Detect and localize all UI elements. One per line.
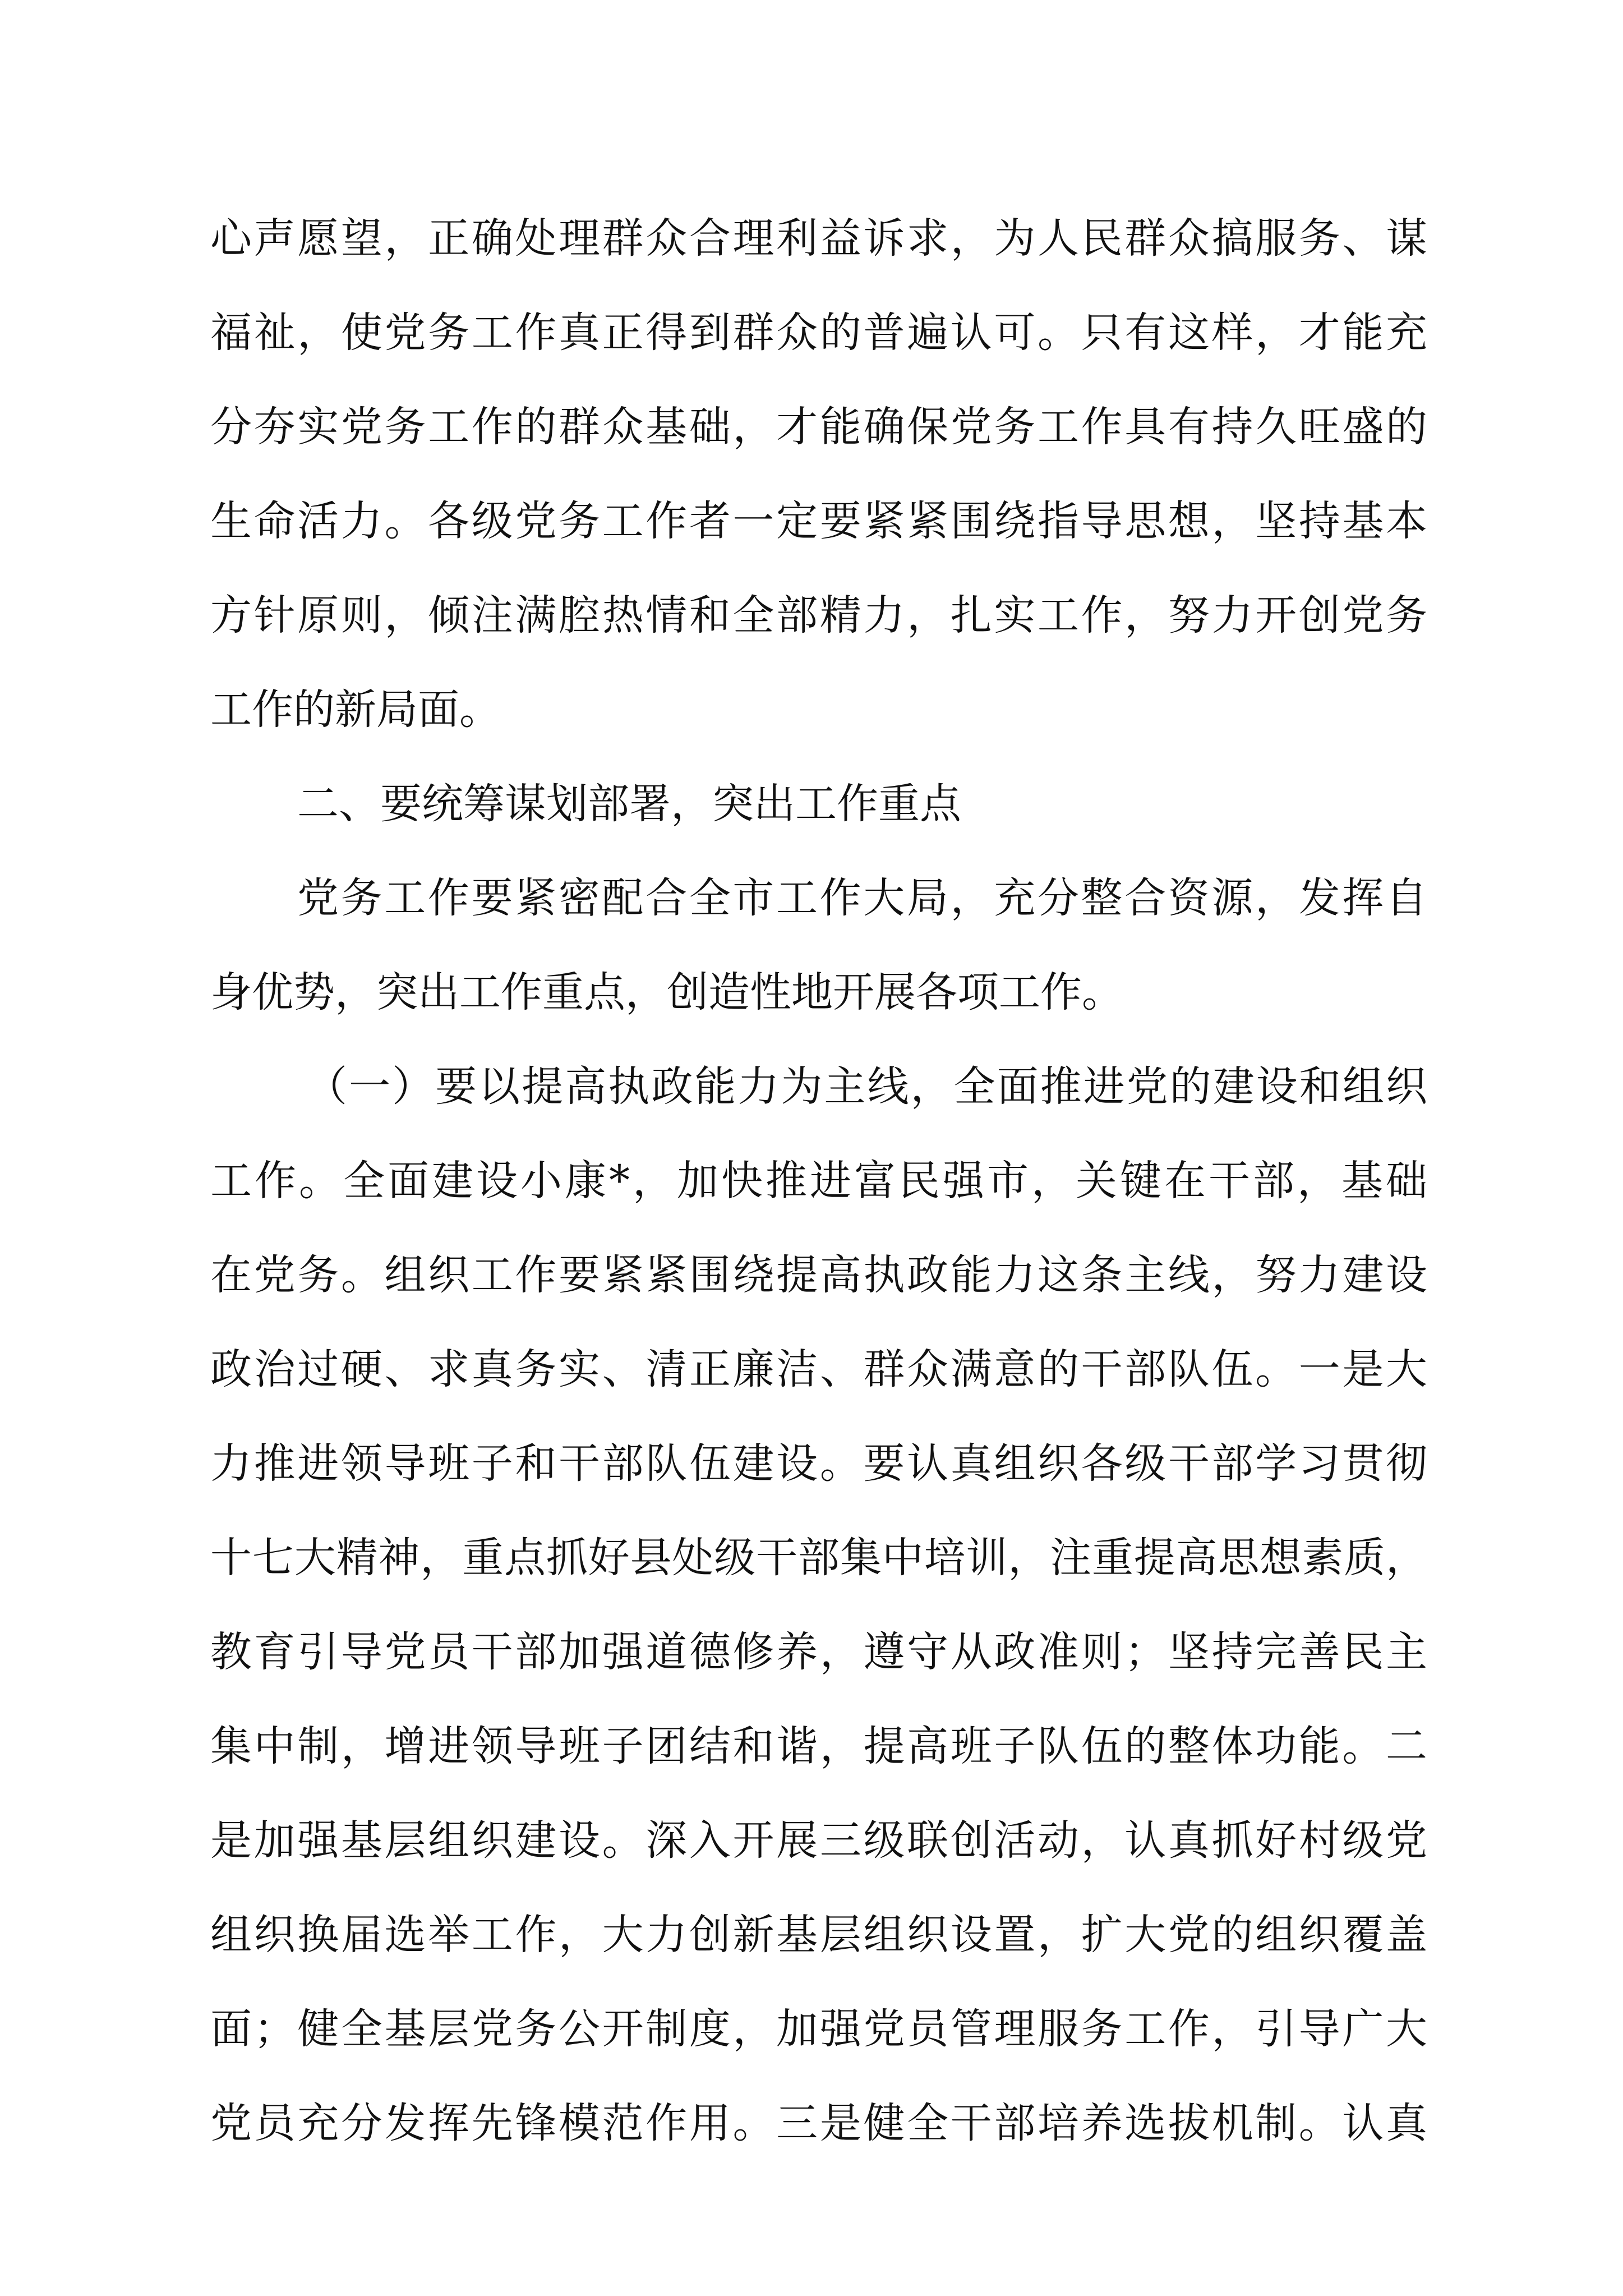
- text-line: 方针原则，倾注满腔热情和全部精力，扎实工作，努力开创党务: [210, 591, 1427, 639]
- text-line: 政治过硬、求真务实、清正廉洁、群众满意的干部队伍。一是大: [210, 1345, 1427, 1393]
- text-line: 面；健全基层党务公开制度，加强党员管理服务工作，引导广大: [210, 2005, 1427, 2053]
- text-line: 在党务。组织工作要紧紧围绕提高执政能力这条主线，努力建设: [210, 1251, 1427, 1299]
- text-line: 党员充分发挥先锋模范作用。三是健全干部培养选拔机制。认真: [210, 2099, 1427, 2147]
- text-line: 教育引导党员干部加强道德修养，遵守从政准则；坚持完善民主: [210, 1628, 1427, 1676]
- text-line: 身优势，突出工作重点，创造性地开展各项工作。: [210, 968, 1123, 1016]
- text-line: 组织换届选举工作，大力创新基层组织设置，扩大党的组织覆盖: [210, 1911, 1427, 1959]
- text-line: 生命活力。各级党务工作者一定要紧紧围绕指导思想，坚持基本: [210, 497, 1427, 545]
- text-line: 十七大精神，重点抓好县处级干部集中培训，注重提高思想素质，: [210, 1534, 1427, 1582]
- text-line: 集中制，增进领导班子团结和谐，提高班子队伍的整体功能。二: [210, 1722, 1427, 1770]
- section-heading: 二、要统筹谋划部署，突出工作重点: [297, 780, 961, 828]
- text-line: 分夯实党务工作的群众基础，才能确保党务工作具有持久旺盛的: [210, 403, 1427, 451]
- text-line: 工作。全面建设小康*，加快推进富民强市，关键在干部，基础: [210, 1157, 1427, 1205]
- text-line: 力推进领导班子和干部队伍建设。要认真组织各级干部学习贯彻: [210, 1439, 1427, 1488]
- text-line: 党务工作要紧密配合全市工作大局，充分整合资源，发挥自: [297, 874, 1427, 922]
- text-line: 福祉，使党务工作真正得到群众的普遍认可。只有这样，才能充: [210, 309, 1427, 357]
- text-line: 工作的新局面。: [210, 685, 501, 734]
- text-line: 是加强基层组织建设。深入开展三级联创活动，认真抓好村级党: [210, 1816, 1427, 1865]
- subsection-heading: （一）要以提高执政能力为主线，全面推进党的建设和组织: [306, 1062, 1427, 1111]
- text-line: 心声愿望，正确处理群众合理利益诉求，为人民群众搞服务、谋: [210, 214, 1427, 263]
